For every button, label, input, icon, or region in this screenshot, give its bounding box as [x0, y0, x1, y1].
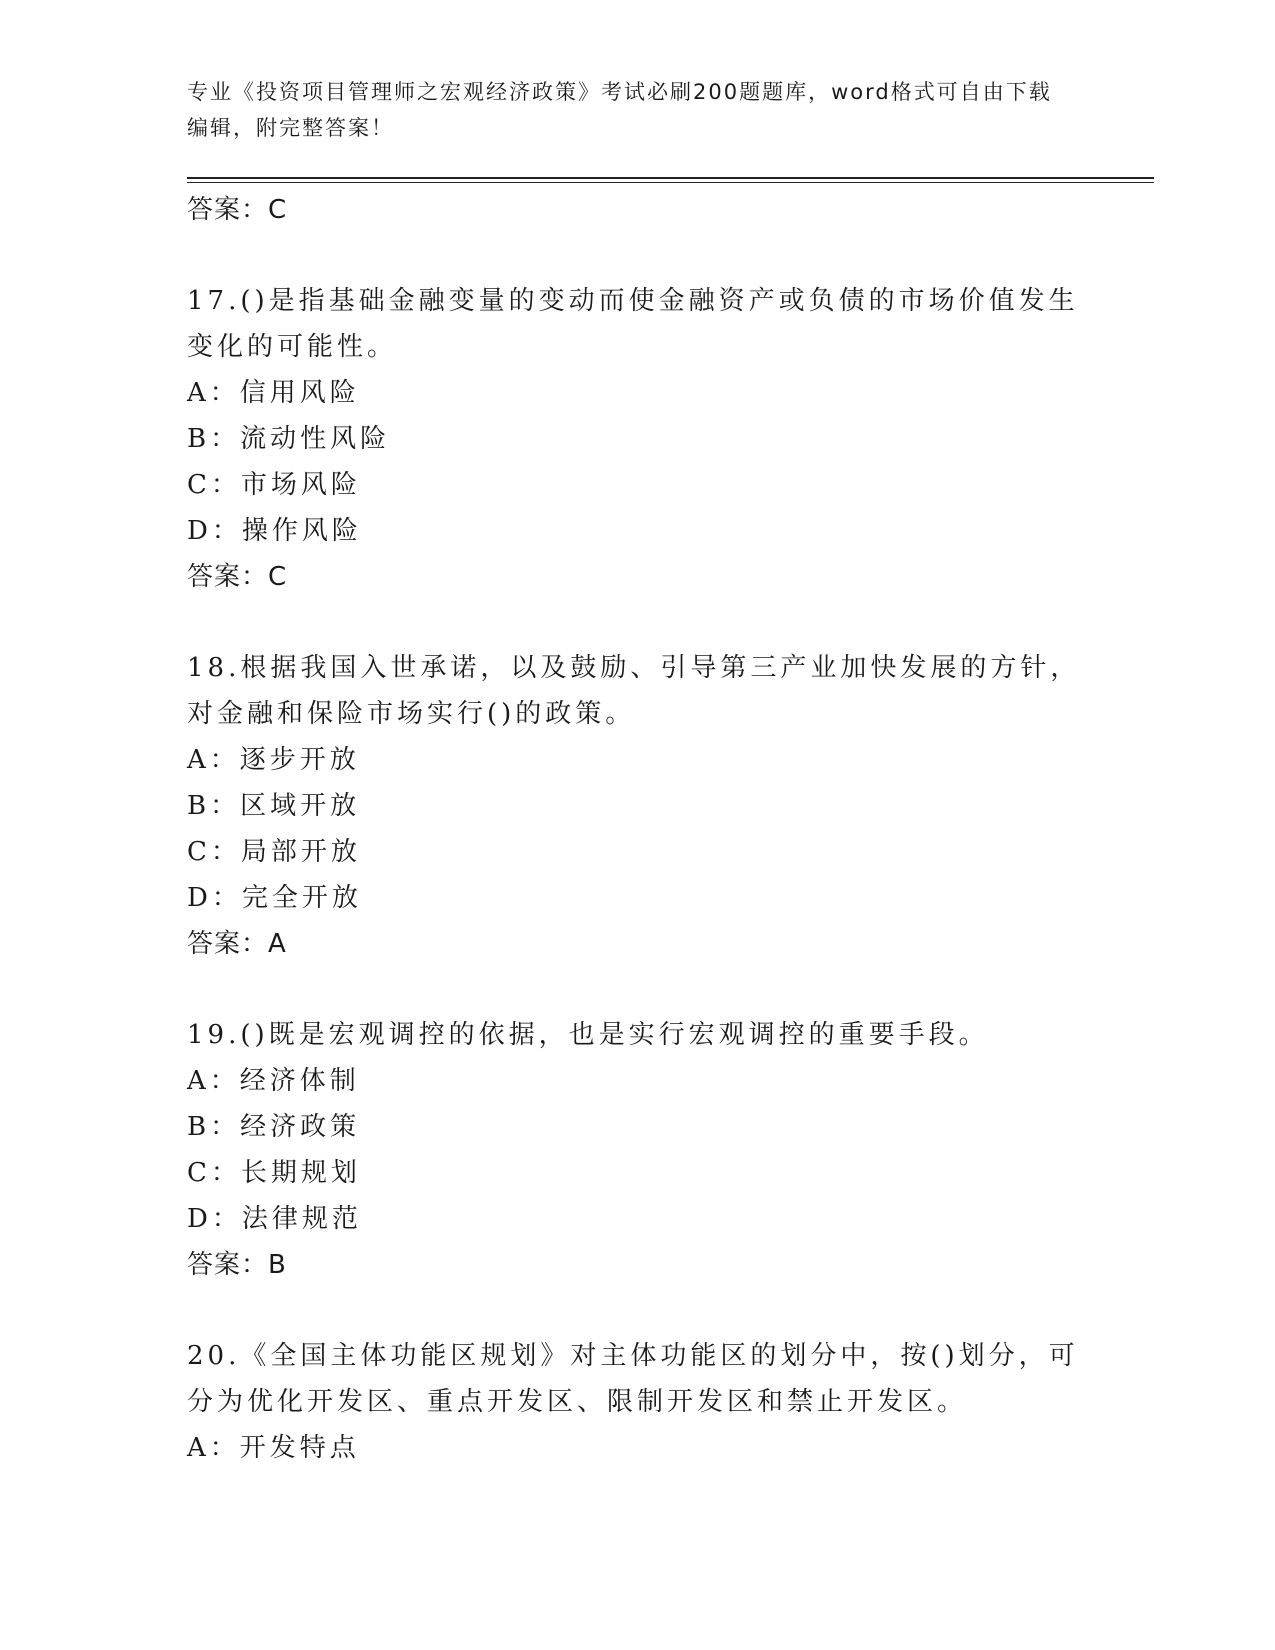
question-18: [187, 645, 1087, 967]
question-stem: 19.()既是宏观调控的依据，也是实行宏观调控的重要手段。: [187, 1020, 989, 1050]
option-b: B：区域开放: [187, 791, 361, 821]
option-a: A：开发特点: [187, 1433, 360, 1463]
question-19: [187, 1012, 1087, 1288]
option-d: D：完全开放: [187, 883, 362, 913]
option-a: A：经济体制: [187, 1066, 360, 1096]
document-body: [187, 187, 1087, 1471]
option-c: C：市场风险: [187, 470, 361, 500]
option-b: B：经济政策: [187, 1112, 361, 1142]
question-stem: 18.根据我国入世承诺，以及鼓励、引导第三产业加快发展的方针，对金融和保险市场实行()的政策。: [187, 653, 1081, 729]
answer-label: 答案：A: [187, 929, 287, 959]
option-c: C：局部开放: [187, 837, 361, 867]
question-stem: 20.《全国主体功能区规划》对主体功能区的划分中，按()划分，可分为优化开发区、重点开发区、限制开发区和禁止开发区。: [187, 1341, 1079, 1417]
option-b: B：流动性风险: [187, 424, 391, 454]
header-rule-thin: [187, 182, 1154, 183]
option-d: D：操作风险: [187, 516, 362, 546]
question-20: [187, 1333, 1087, 1471]
option-a: A：逐步开放: [187, 745, 360, 775]
question-17: [187, 278, 1087, 600]
question-stem: 17.()是指基础金融变量的变动而使金融资产或负债的市场价值发生变化的可能性。: [187, 286, 1079, 362]
document-header: 专业《投资项目管理师之宏观经济政策》考试必刷200题题库，word格式可自由下载编辑，附完整答案！: [187, 80, 1052, 140]
header-rule-thick: [187, 177, 1154, 179]
option-c: C：长期规划: [187, 1158, 361, 1188]
option-a: A：信用风险: [187, 378, 360, 408]
answer-label: 答案：B: [187, 1250, 287, 1280]
answer-label: 答案：C: [187, 195, 288, 225]
answer-label: 答案：C: [187, 562, 288, 592]
option-d: D：法律规范: [187, 1204, 362, 1234]
